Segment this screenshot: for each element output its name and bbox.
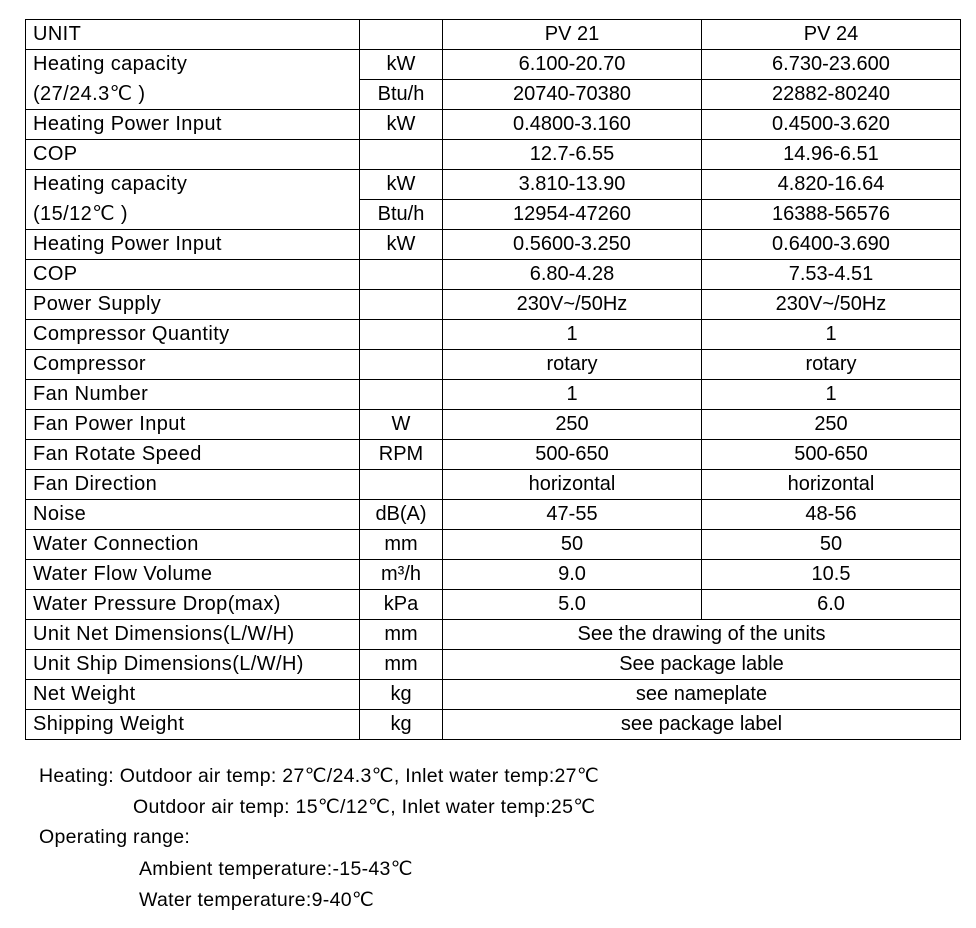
table-row <box>26 170 961 200</box>
row-value-shared: see package label <box>443 710 961 740</box>
table-row <box>26 140 961 170</box>
table-row <box>26 710 961 740</box>
row-value-pv24: 6.0 <box>702 590 961 620</box>
row-unit: kW <box>360 110 443 140</box>
table-row <box>26 530 961 560</box>
row-value-pv21: 3.810-13.90 <box>443 170 702 200</box>
row-unit <box>360 470 443 500</box>
note-operating-range-title: Operating range: <box>39 826 191 848</box>
row-value-pv24: 0.4500-3.620 <box>702 110 961 140</box>
row-label: Fan Power Input <box>26 410 360 440</box>
row-value-pv21: 12954-47260 <box>443 200 702 230</box>
row-label: Fan Rotate Speed <box>26 440 360 470</box>
table-row <box>26 440 961 470</box>
table-row <box>26 80 961 110</box>
table-row <box>26 110 961 140</box>
row-label: Heating capacity <box>26 170 360 200</box>
row-value-pv21: 47-55 <box>443 500 702 530</box>
row-unit: kW <box>360 230 443 260</box>
row-unit <box>360 350 443 380</box>
row-value-pv21: horizontal <box>443 470 702 500</box>
row-unit: kW <box>360 50 443 80</box>
row-value-pv24: 1 <box>702 380 961 410</box>
table-row <box>26 50 961 80</box>
row-value-pv21: 6.100-20.70 <box>443 50 702 80</box>
row-value-pv24: 14.96-6.51 <box>702 140 961 170</box>
row-value-pv24: 50 <box>702 530 961 560</box>
row-unit: kW <box>360 170 443 200</box>
row-label: Fan Number <box>26 380 360 410</box>
table-row <box>26 650 961 680</box>
row-value-pv21: 20740-70380 <box>443 80 702 110</box>
row-label: Noise <box>26 500 360 530</box>
row-value-pv24: 48-56 <box>702 500 961 530</box>
row-unit: mm <box>360 650 443 680</box>
table-row <box>26 680 961 710</box>
row-label: Heating Power Input <box>26 110 360 140</box>
row-value-pv21: 5.0 <box>443 590 702 620</box>
row-value-pv21: 6.80-4.28 <box>443 260 702 290</box>
row-label: Net Weight <box>26 680 360 710</box>
note-ambient-temperature: Ambient temperature:-15-43℃ <box>139 858 413 880</box>
row-label: (27/24.3℃ ) <box>26 80 360 110</box>
table-row <box>26 470 961 500</box>
row-value-pv21: 9.0 <box>443 560 702 590</box>
row-value-pv21: 500-650 <box>443 440 702 470</box>
row-label: Unit Ship Dimensions(L/W/H) <box>26 650 360 680</box>
row-value-pv21: 0.4800-3.160 <box>443 110 702 140</box>
row-label: Fan Direction <box>26 470 360 500</box>
table-row <box>26 380 961 410</box>
row-unit: m³/h <box>360 560 443 590</box>
row-value-pv21: 250 <box>443 410 702 440</box>
table-row <box>26 230 961 260</box>
note-water-temperature: Water temperature:9-40℃ <box>139 889 375 911</box>
row-value-pv21: 50 <box>443 530 702 560</box>
row-label: Water Connection <box>26 530 360 560</box>
row-unit: dB(A) <box>360 500 443 530</box>
row-label: Water Flow Volume <box>26 560 360 590</box>
row-label: Heating capacity <box>26 50 360 80</box>
row-value-pv24: 22882-80240 <box>702 80 961 110</box>
row-value-pv24: 10.5 <box>702 560 961 590</box>
row-unit: mm <box>360 530 443 560</box>
spec-table-body <box>26 20 961 740</box>
row-label: Power Supply <box>26 290 360 320</box>
row-value-pv21: 12.7-6.55 <box>443 140 702 170</box>
row-value-pv24: 4.820-16.64 <box>702 170 961 200</box>
row-value-pv24: 250 <box>702 410 961 440</box>
row-unit: kPa <box>360 590 443 620</box>
row-value-pv24: 1 <box>702 320 961 350</box>
row-unit: Btu/h <box>360 80 443 110</box>
header-unit-column <box>360 20 443 50</box>
row-unit: Btu/h <box>360 200 443 230</box>
row-label: (15/12℃ ) <box>26 200 360 230</box>
row-value-pv21: 1 <box>443 380 702 410</box>
row-unit: kg <box>360 710 443 740</box>
row-unit: W <box>360 410 443 440</box>
row-value-shared: See package lable <box>443 650 961 680</box>
row-value-pv24: 500-650 <box>702 440 961 470</box>
row-label: COP <box>26 140 360 170</box>
row-unit <box>360 380 443 410</box>
table-header-row <box>26 20 961 50</box>
row-unit: kg <box>360 680 443 710</box>
row-unit <box>360 260 443 290</box>
row-label: Shipping Weight <box>26 710 360 740</box>
row-value-pv24: 16388-56576 <box>702 200 961 230</box>
row-value-pv21: rotary <box>443 350 702 380</box>
row-unit <box>360 290 443 320</box>
table-row <box>26 200 961 230</box>
table-row <box>26 500 961 530</box>
row-value-pv24: 7.53-4.51 <box>702 260 961 290</box>
row-unit <box>360 320 443 350</box>
note-heating-condition-2: Outdoor air temp: 15℃/12℃, Inlet water temp:25℃ <box>133 796 596 818</box>
table-row <box>26 350 961 380</box>
row-unit: RPM <box>360 440 443 470</box>
row-label: Unit Net Dimensions(L/W/H) <box>26 620 360 650</box>
header-model-pv24: PV 24 <box>702 20 961 50</box>
row-unit: mm <box>360 620 443 650</box>
row-value-pv24: 0.6400-3.690 <box>702 230 961 260</box>
row-value-pv21: 0.5600-3.250 <box>443 230 702 260</box>
row-label: COP <box>26 260 360 290</box>
header-unit-label: UNIT <box>26 20 360 50</box>
row-value-pv24: rotary <box>702 350 961 380</box>
row-value-shared: See the drawing of the units <box>443 620 961 650</box>
note-heating-condition-1: Heating: Outdoor air temp: 27℃/24.3℃, Inlet water temp:27℃ <box>39 765 600 787</box>
table-row <box>26 590 961 620</box>
table-row <box>26 320 961 350</box>
row-label: Compressor <box>26 350 360 380</box>
row-value-pv24: horizontal <box>702 470 961 500</box>
table-row <box>26 410 961 440</box>
table-row <box>26 290 961 320</box>
table-row <box>26 260 961 290</box>
row-value-pv24: 6.730-23.600 <box>702 50 961 80</box>
row-unit <box>360 140 443 170</box>
row-label: Water Pressure Drop(max) <box>26 590 360 620</box>
header-model-pv21: PV 21 <box>443 20 702 50</box>
table-row <box>26 620 961 650</box>
row-value-pv24: 230V~/50Hz <box>702 290 961 320</box>
table-row <box>26 560 961 590</box>
spec-table <box>25 19 961 740</box>
row-label: Compressor Quantity <box>26 320 360 350</box>
row-value-pv21: 1 <box>443 320 702 350</box>
row-value-pv21: 230V~/50Hz <box>443 290 702 320</box>
row-label: Heating Power Input <box>26 230 360 260</box>
row-value-shared: see nameplate <box>443 680 961 710</box>
